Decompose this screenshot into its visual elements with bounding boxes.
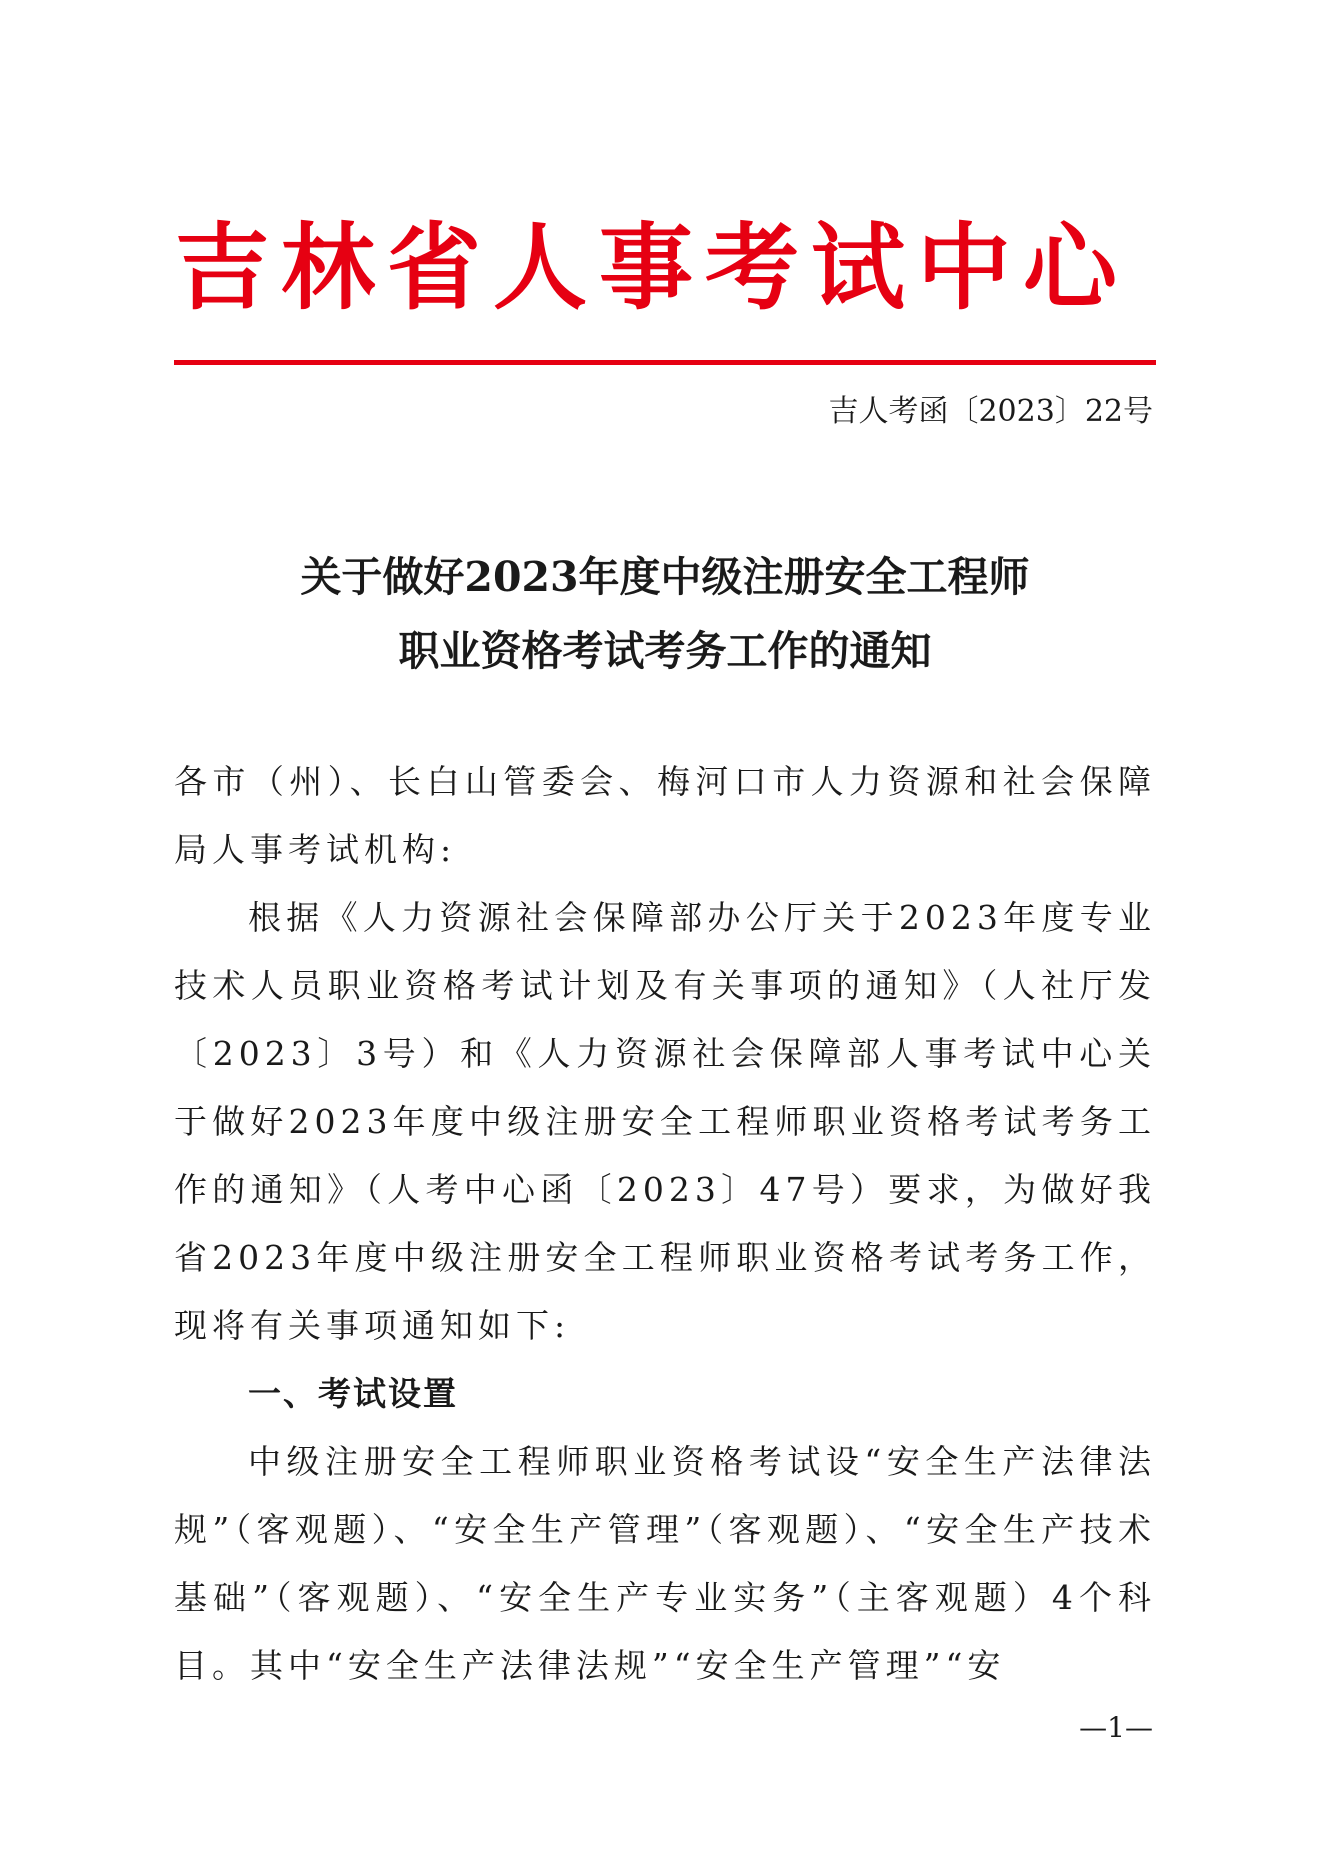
title-line-1: 关于做好2023年度中级注册安全工程师 xyxy=(300,553,1030,601)
document-number: 吉人考函〔2023〕22号 xyxy=(828,394,1153,429)
document-title xyxy=(174,540,1156,688)
masthead-title: 吉林省人事考试中心 xyxy=(175,213,1130,323)
title-line-2: 职业资格考试考务工作的通知 xyxy=(398,627,932,675)
page-number: —1— xyxy=(1079,1711,1153,1744)
red-divider-line xyxy=(174,360,1156,365)
document-body xyxy=(174,748,1156,1700)
recipients-paragraph: 各市（州）、长白山管委会、梅河口市人力资源和社会保障局人事考试机构: xyxy=(174,762,1156,869)
intro-paragraph: 根据《人力资源社会保障部办公厅关于2023年度专业技术人员职业资格考试计划及有关事项的通知》（人社厅发〔2023〕3号）和《人力资源社会保障部人事考试中心关于做好2023年度中级注册安全工程师职业资格考试考务工作的通知》（人考中心函〔2023〕47号）要求，为做好我省2023年度中级注册安全工程师职业资格考试考务工作，现将有关事项通知如下: xyxy=(174,898,1156,1345)
section-1-paragraph: 中级注册安全工程师职业资格考试设“安全生产法律法规”（客观题）、“安全生产管理”（客观题）、“安全生产技术基础”（客观题）、“安全生产专业实务”（主客观题）4个科目。其中“安全生产法律法规”“安全生产管理”“安 xyxy=(174,1442,1156,1685)
section-heading-1: 一、考试设置 xyxy=(248,1374,458,1413)
